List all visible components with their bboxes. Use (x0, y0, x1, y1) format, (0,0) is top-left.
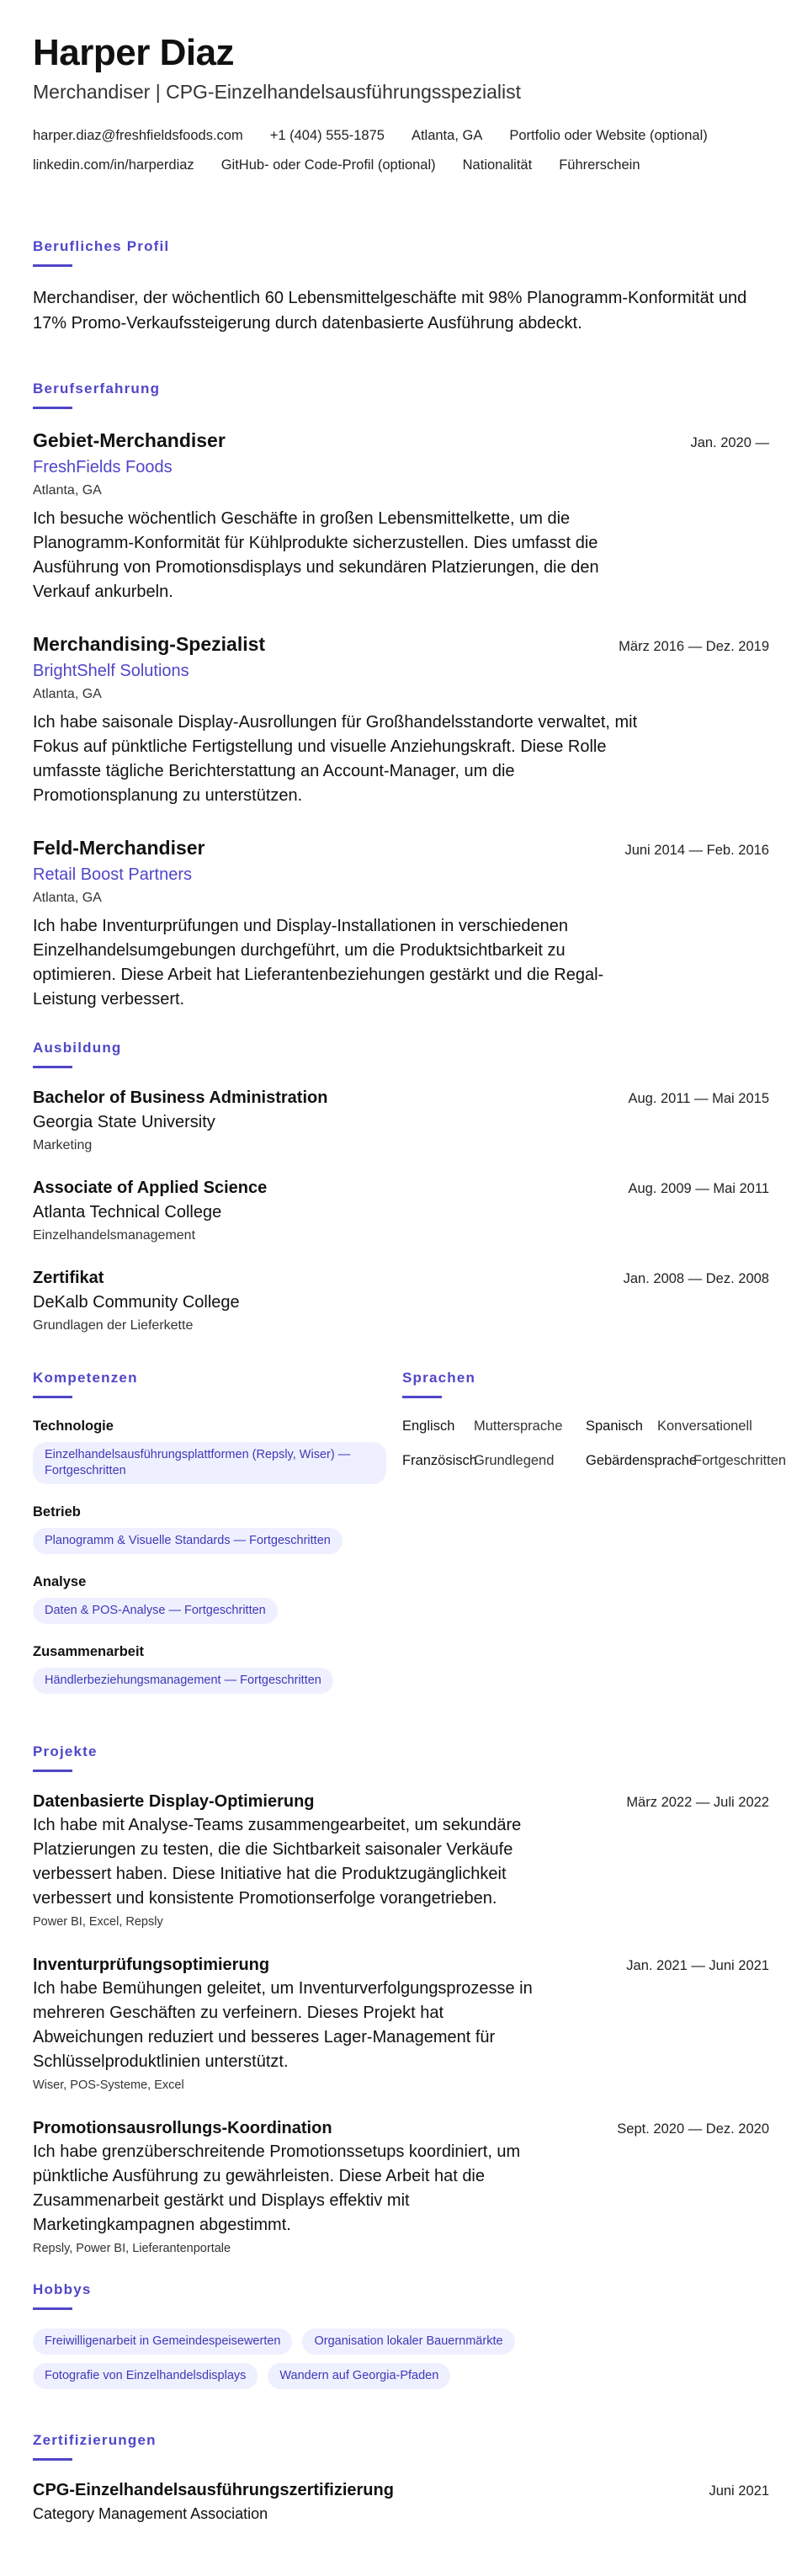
section-divider (402, 1396, 442, 1398)
experience-section (33, 380, 769, 1012)
certification-org: Category Management Association (33, 2505, 268, 2522)
contact-list (33, 121, 769, 180)
project-tech: Power BI, Excel, Repsly (33, 1915, 163, 1929)
job-company: BrightShelf Solutions (33, 662, 189, 680)
education-entry (33, 1267, 769, 1335)
project-description: Ich habe Bemühungen geleitet, um Inventurverfolgungsprozesse in mehreren Geschäften zu verfeinern. Dieses Projekt hat Abweichungen reduziert und besseres Lager-Management für Schlüsselproduktlinien unterstützt. (33, 1979, 533, 2071)
education-field: Marketing (33, 1138, 93, 1152)
skill-category: Analyse (33, 1574, 87, 1589)
skills-column (33, 1369, 402, 1712)
job-company: Retail Boost Partners (33, 865, 192, 884)
education-dates: Aug. 2009 — Mai 2011 (628, 1181, 769, 1196)
certifications-section (33, 2431, 769, 2525)
language-name: Französisch (402, 1453, 477, 1468)
project-title: Datenbasierte Display-Optimierung (33, 1792, 315, 1811)
candidate-headline: Merchandiser | CPG-Einzelhandelsausführungsspezialist (33, 81, 521, 103)
education-school: DeKalb Community College (33, 1293, 240, 1312)
skill-chip: Daten & POS-Analyse — Fortgeschritten (33, 1598, 278, 1624)
language-level: Grundlegend (474, 1453, 555, 1468)
section-divider (33, 1396, 72, 1398)
section-title: Berufliches Profil (33, 238, 170, 254)
language-level: Muttersprache (474, 1418, 563, 1434)
contact-phone[interactable]: +1 (404) 555-1875 (269, 128, 385, 143)
project-dates: Jan. 2021 — Juni 2021 (626, 1958, 769, 1973)
section-title: Kompetenzen (33, 1370, 138, 1386)
skill-group (33, 1573, 402, 1624)
skill-category: Betrieb (33, 1504, 81, 1520)
project-title: Promotionsausrollungs-Koordination (33, 2119, 332, 2137)
certification-date: Juni 2021 (709, 2483, 769, 2499)
section-title: Hobbys (33, 2281, 92, 2297)
education-dates: Jan. 2008 — Dez. 2008 (623, 1271, 769, 1286)
job-dates: Juni 2014 — Feb. 2016 (624, 843, 769, 858)
contact-github[interactable]: GitHub- oder Code-Profil (optional) (220, 157, 436, 173)
job-description: Ich habe saisonale Display-Ausrollungen für Großhandelsstandorte verwaltet, mit Fokus auf pünktliche Fertigstellung und visuelle Anziehungskraft. Diese Rolle umfasste tägliche Berichterstattung an Account-Manager, um die Promotionsplanung zu unterstützen. (33, 713, 638, 805)
hobby-chip: Wandern auf Georgia-Pfaden (268, 2363, 450, 2389)
contact-portfolio[interactable]: Portfolio oder Website (optional) (509, 128, 708, 143)
section-divider (33, 2458, 72, 2461)
job-title: Feld-Merchandiser (33, 837, 205, 859)
job-entry (33, 835, 769, 1012)
job-description: Ich habe Inventurprüfungen und Display-Installationen in verschiedenen Einzelhandelsumgebungen durchgeführt, um die Produktsichtbarkeit zu optimieren. Diese Arbeit hat Lieferantenbeziehungen gestärkt und die Regal-Leistung verbessert. (33, 917, 604, 1009)
language-row (402, 1451, 787, 1470)
project-entry (33, 2117, 769, 2257)
job-description: Ich besuche wöchentlich Geschäfte in großen Lebensmittelkette, um die Planogramm-Konformität für Kühlprodukte sicherzustellen. Dies umfasst die Ausführung von Promotionsdisplays und sekundären Platzierungen, die den Verkauf ankurbeln. (33, 509, 599, 601)
hobby-chip: Organisation lokaler Bauernmärkte (302, 2329, 514, 2355)
job-title: Gebiet-Merchandiser (33, 429, 226, 451)
project-description: Ich habe mit Analyse-Teams zusammengearbeitet, um sekundäre Platzierungen zu testen, die die Sichtbarkeit saisonaler Verkäufe verbessert haben. Diese Initiative hat die Produktzugänglichkeit verbessert und konsistente Promotionserfolge vorangetrieben. (33, 1816, 522, 1908)
section-title: Berufserfahrung (33, 381, 161, 397)
job-location: Atlanta, GA (33, 891, 102, 905)
skills-languages-section (33, 1369, 787, 1712)
project-entry (33, 1791, 769, 1930)
hobby-chip: Fotografie von Einzelhandelsdisplays (33, 2363, 258, 2389)
education-degree: Associate of Applied Science (33, 1179, 268, 1197)
skill-chip: Planogramm & Visuelle Standards — Fortgeschritten (33, 1528, 343, 1554)
section-title: Zertifizierungen (33, 2432, 157, 2448)
job-location: Atlanta, GA (33, 483, 102, 498)
language-name: Englisch (402, 1418, 455, 1434)
education-field: Grundlagen der Lieferkette (33, 1318, 194, 1333)
education-school: Georgia State University (33, 1113, 215, 1131)
skill-chip: Einzelhandelsausführungsplattformen (Repsly, Wiser) — Fortgeschritten (33, 1442, 386, 1484)
hobby-chip: Freiwilligenarbeit in Gemeindespeisewerten (33, 2329, 292, 2355)
profile-summary: Merchandiser, der wöchentlich 60 Lebensmittelgeschäfte mit 98% Planogramm-Konformität und 17% Promo-Verkaufssteigerung durch datenbasierte Ausführung abdeckt. (33, 289, 747, 333)
language-row (402, 1417, 769, 1435)
job-dates: März 2016 — Dez. 2019 (619, 639, 769, 654)
job-title: Merchandising-Spezialist (33, 633, 266, 655)
skill-chip: Händlerbeziehungsmanagement — Fortgeschritten (33, 1668, 333, 1694)
education-dates: Aug. 2011 — Mai 2015 (628, 1091, 769, 1106)
section-divider (33, 407, 72, 409)
job-location: Atlanta, GA (33, 687, 102, 701)
education-entry (33, 1087, 769, 1155)
contact-nationality: Nationalität (462, 157, 533, 173)
education-school: Atlanta Technical College (33, 1203, 222, 1221)
language-level: Fortgeschritten (693, 1453, 787, 1468)
section-title: Sprachen (402, 1370, 476, 1386)
job-entry (33, 631, 769, 808)
skill-category: Technologie (33, 1418, 114, 1434)
contact-location: Atlanta, GA (411, 128, 483, 143)
language-level: Konversationell (657, 1418, 752, 1434)
candidate-name: Harper Diaz (33, 32, 235, 73)
language-name: Gebärdensprache (586, 1453, 698, 1468)
hobby-list (33, 2329, 622, 2389)
section-title: Projekte (33, 1743, 98, 1759)
section-divider (33, 264, 72, 267)
contact-linkedin[interactable]: linkedin.com/in/harperdiaz (33, 157, 194, 173)
contact-email[interactable]: harper.diaz@freshfieldsfoods.com (33, 128, 243, 143)
skill-category: Zusammenarbeit (33, 1644, 145, 1659)
project-tech: Repsly, Power BI, Lieferantenportale (33, 2242, 231, 2255)
job-company: FreshFields Foods (33, 458, 173, 476)
education-entry (33, 1177, 769, 1245)
project-entry (33, 1954, 769, 2094)
section-divider (33, 2307, 72, 2310)
resume-header (33, 32, 769, 180)
profile-section (33, 237, 769, 336)
job-dates: Jan. 2020 — (690, 435, 769, 450)
education-field: Einzelhandelsmanagement (33, 1228, 196, 1243)
certification-title: CPG-Einzelhandelsausführungszertifizierung (33, 2481, 394, 2499)
languages-column (402, 1369, 787, 1712)
skill-group (33, 1417, 402, 1484)
contact-license: Führerschein (559, 157, 640, 173)
skill-group (33, 1642, 402, 1694)
project-tech: Wiser, POS-Systeme, Excel (33, 2078, 184, 2092)
section-title: Ausbildung (33, 1040, 122, 1056)
certification-entry (33, 2479, 769, 2525)
project-description: Ich habe grenzüberschreitende Promotionssetups koordiniert, um pünktliche Ausführung zu gewährleisten. Diese Arbeit hat die Zusammenarbeit gestärkt und Displays effektiv mit Marketingkampagnen abgestimmt. (33, 2142, 521, 2234)
projects-section (33, 1743, 769, 2257)
project-dates: März 2022 — Juli 2022 (626, 1795, 769, 1810)
skill-group (33, 1503, 402, 1554)
language-name: Spanisch (586, 1418, 643, 1434)
job-entry (33, 428, 769, 604)
education-degree: Bachelor of Business Administration (33, 1088, 328, 1107)
education-section (33, 1039, 769, 1335)
project-dates: Sept. 2020 — Dez. 2020 (617, 2121, 769, 2137)
hobbies-section (33, 2281, 769, 2389)
section-divider (33, 1770, 72, 1772)
section-divider (33, 1066, 72, 1068)
education-degree: Zertifikat (33, 1269, 104, 1287)
project-title: Inventurprüfungsoptimierung (33, 1956, 270, 1974)
